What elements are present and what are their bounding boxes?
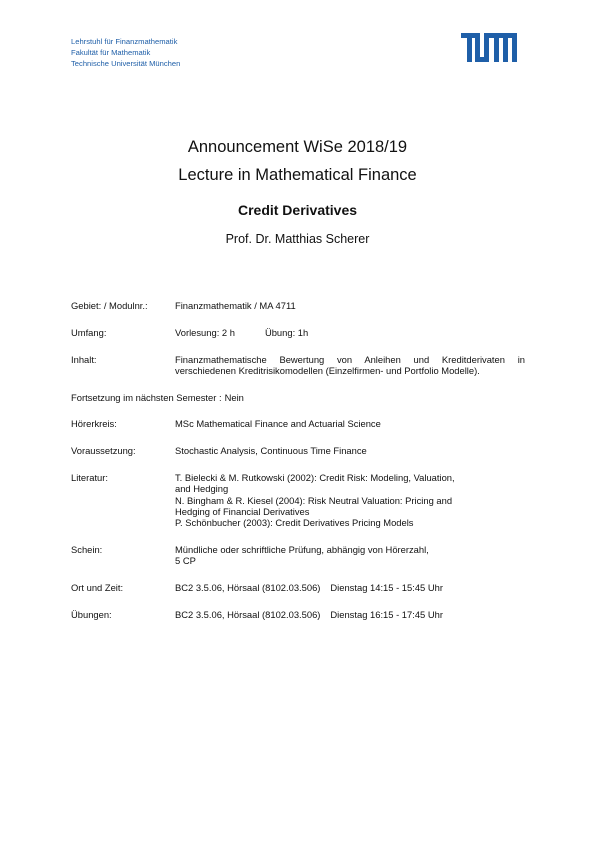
schein-line: 5 CP [175, 555, 196, 567]
literatur-label: Literatur: [71, 472, 108, 484]
voraussetzung-label: Voraussetzung: [71, 445, 136, 457]
uebungen-label: Übungen: [71, 608, 112, 620]
fortsetzung-value: Nein [224, 391, 244, 403]
uebungen-value [175, 609, 525, 620]
row-schein [71, 544, 525, 567]
row-literatur [71, 472, 525, 528]
row-uebungen [71, 609, 525, 620]
fortsetzung-label: Fortsetzung im nächsten Semester : [71, 391, 222, 403]
exercise-room: BC2 3.5.06, Hörsaal (8102.03.506) [175, 608, 321, 620]
gebiet-label: Gebiet: / Modulnr.: [71, 300, 148, 311]
lecture-time: Dienstag 14:15 - 15:45 Uhr [330, 582, 443, 594]
literature-line: P. Schönbucher (2003): Credit Derivatives Pricing Models [175, 517, 414, 529]
literatur-list [175, 472, 525, 528]
uebung-hours: Übung: 1h [264, 326, 309, 338]
ort-value [175, 582, 525, 593]
ort-label: Ort und Zeit: [71, 582, 124, 594]
literature-line: and Hedging [175, 483, 229, 495]
literature-line: Hedging of Financial Derivatives [175, 505, 310, 517]
faculty-name: Fakultät für Mathematik [71, 48, 151, 57]
row-voraussetzung [71, 445, 525, 456]
literature-line: N. Bingham & R. Kiesel (2004): Risk Neutral Valuation: Pricing and [175, 494, 453, 506]
row-fortsetzung [71, 392, 525, 403]
announcement-title: Announcement WiSe 2018/19 [187, 138, 408, 156]
row-ort-zeit [71, 582, 525, 593]
schein-line: Mündliche oder schriftliche Prüfung, abhängig von Hörerzahl, [175, 544, 429, 556]
umfang-label: Umfang: [71, 326, 107, 338]
lecture-title: Lecture in Mathematical Finance [178, 166, 417, 184]
university-name: Technische Universität München [71, 59, 181, 68]
exercise-time: Dienstag 16:15 - 17:45 Uhr [330, 608, 443, 620]
inhalt-label: Inhalt: [71, 353, 97, 365]
row-gebiet [71, 300, 525, 311]
hoererkreis-label: Hörerkreis: [71, 418, 117, 430]
tum-logo-icon [461, 33, 517, 62]
course-info [71, 300, 525, 636]
umfang-value [175, 327, 525, 338]
vorlesung-hours: Vorlesung: 2 h [175, 326, 235, 338]
course-subject: Credit Derivatives [237, 202, 358, 218]
inhalt-value: Finanzmathematische Bewertung von Anleihen und Kreditderivaten in verschiedenen Kreditrisikomodellen (Einzelfirmen- und Portfolio Modelle). [175, 353, 525, 376]
chair-name: Lehrstuhl für Finanzmathematik [71, 37, 178, 46]
hoererkreis-value: MSc Mathematical Finance and Actuarial Science [175, 418, 381, 430]
institution-header [71, 36, 180, 69]
voraussetzung-value: Stochastic Analysis, Continuous Time Finance [175, 445, 367, 457]
row-hoererkreis [71, 418, 525, 429]
row-inhalt [71, 354, 525, 377]
gebiet-value: Finanzmathematik / MA 4711 [175, 300, 296, 311]
row-umfang [71, 327, 525, 338]
schein-value [175, 544, 525, 567]
lecture-room: BC2 3.5.06, Hörsaal (8102.03.506) [175, 582, 321, 594]
literature-line: T. Bielecki & M. Rutkowski (2002): Credit Risk: Modeling, Valuation, [175, 472, 455, 484]
schein-label: Schein: [71, 544, 103, 556]
lecturer-name: Prof. Dr. Matthias Scherer [225, 232, 370, 246]
